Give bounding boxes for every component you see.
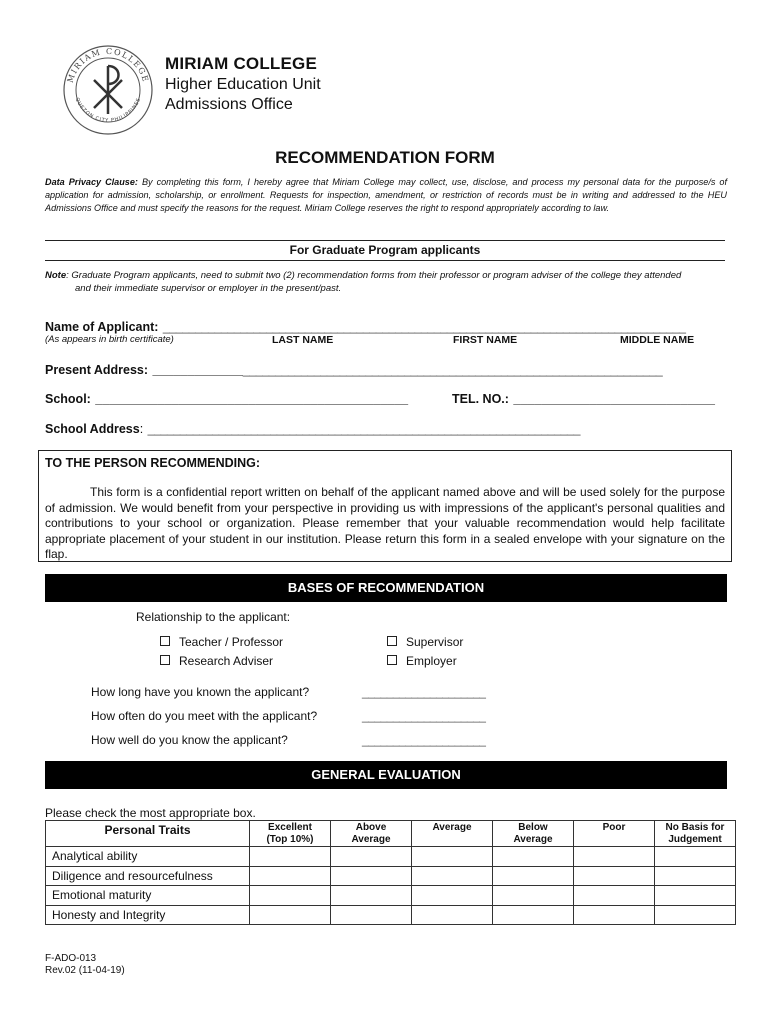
tel-row	[452, 390, 715, 408]
checkbox-icon[interactable]	[387, 636, 397, 646]
checkbox-icon[interactable]	[387, 655, 397, 665]
school-address-row	[45, 420, 580, 438]
seal-bottom-text: QUEZON CITY PHILIPPINES	[73, 96, 143, 124]
college-seal	[62, 44, 154, 136]
data-privacy-clause	[45, 176, 727, 215]
rating-cell[interactable]	[412, 886, 493, 906]
question-how-well: How well do you know the applicant?	[91, 733, 288, 747]
school-address-field[interactable]: ___________________________________________________________________	[147, 422, 580, 436]
trait-diligence: Diligence and resourcefulness	[46, 866, 250, 886]
table-row	[46, 905, 736, 925]
option-supervisor[interactable]	[387, 635, 463, 649]
school-field[interactable]: _____________________________________________	[95, 392, 409, 406]
graduate-program-header: For Graduate Program applicants	[45, 240, 725, 261]
note-line2: and their immediate supervisor or employer in the present/past.	[75, 283, 342, 294]
col-excellent: Excellent (Top 10%)	[250, 821, 331, 847]
note-label: Note	[45, 270, 67, 281]
option-teacher[interactable]	[160, 635, 283, 649]
recommending-text: This form is a confidential report written on behalf of the applicant named above and will be used solely for the purpose of admission. We would benefit from your perspective in providing us with impressions of the applicant's personal qualities and contributions to your school or organization. Please remember that your valuable recommendation would help facilitate appropriate placement of your student in our institution. Please return this form in a sealed envelope with your signature on the flap.	[45, 485, 725, 561]
school-address-colon: :	[139, 422, 144, 436]
rating-cell[interactable]	[655, 886, 736, 906]
rating-cell[interactable]	[655, 905, 736, 925]
table-row	[46, 866, 736, 886]
present-address-field[interactable]: _________________________________________________________________	[242, 363, 663, 377]
question-how-often: How often do you meet with the applicant?	[91, 709, 318, 723]
rating-cell[interactable]	[493, 886, 574, 906]
tel-field[interactable]: _____________________________	[513, 392, 716, 406]
rating-cell[interactable]	[574, 886, 655, 906]
school-address-label: School Address	[45, 422, 140, 436]
present-address-row	[45, 361, 662, 379]
form-code: F-ADO-013	[45, 953, 97, 964]
rating-cell[interactable]	[331, 866, 412, 886]
college-name: MIRIAM COLLEGE	[165, 54, 318, 73]
rating-cell[interactable]	[331, 847, 412, 867]
col-above-average: Above Average	[331, 821, 412, 847]
table-row	[46, 847, 736, 867]
form-title: RECOMMENDATION FORM	[275, 148, 495, 167]
recommending-title: TO THE PERSON RECOMMENDING:	[45, 456, 261, 470]
rating-cell[interactable]	[412, 847, 493, 867]
option-research-adviser[interactable]	[160, 654, 273, 668]
present-address-label: Present Address:	[45, 363, 149, 377]
question-how-long: How long have you known the applicant?	[91, 685, 310, 699]
privacy-text: By completing this form, I hereby agree that Miriam College may collect, use, disclose, and process my personal data for the purpose/s of application for admission, scholarship, or enrollment. Requests for inspection, amendment, or restriction of records must be in writing and addressed to the HEU Admissions Office and must specify the reasons for the request. Miriam College reserves the right to respond appropriately according to law.	[45, 177, 727, 213]
office-name: Admissions Office	[165, 96, 293, 113]
form-revision: Rev.02 (11-04-19)	[45, 965, 125, 976]
answer-how-often[interactable]: ____________________	[362, 709, 486, 723]
first-name-label: FIRST NAME	[453, 334, 518, 346]
school-label: School:	[45, 392, 91, 406]
checkbox-icon[interactable]	[160, 636, 170, 646]
note	[45, 269, 735, 295]
table-row	[46, 886, 736, 906]
answer-how-well[interactable]: ____________________	[362, 733, 486, 747]
col-below-average: Below Average	[493, 821, 574, 847]
option-teacher-label: Teacher / Professor	[179, 635, 284, 649]
rating-cell[interactable]	[493, 847, 574, 867]
middle-name-label: MIDDLE NAME	[620, 334, 695, 346]
rating-cell[interactable]	[250, 886, 331, 906]
name-hint: (As appears in birth certificate)	[45, 334, 174, 345]
present-address-field-start[interactable]: _____________	[152, 363, 243, 377]
trait-emotional: Emotional maturity	[46, 886, 250, 906]
col-average: Average	[412, 821, 493, 847]
rating-cell[interactable]	[250, 847, 331, 867]
rating-cell[interactable]	[331, 886, 412, 906]
school-row	[45, 390, 408, 408]
rating-cell[interactable]	[412, 905, 493, 925]
privacy-label: Data Privacy Clause:	[45, 177, 138, 187]
option-supervisor-label: Supervisor	[406, 635, 464, 649]
option-employer-label: Employer	[406, 654, 457, 668]
trait-honesty: Honesty and Integrity	[46, 905, 250, 925]
rating-cell[interactable]	[655, 866, 736, 886]
unit-name: Higher Education Unit	[165, 76, 321, 93]
last-name-label: LAST NAME	[272, 334, 334, 346]
option-research-adviser-label: Research Adviser	[179, 654, 274, 668]
rating-cell[interactable]	[250, 866, 331, 886]
name-label: Name of Applicant:	[45, 320, 159, 334]
evaluation-instruction: Please check the most appropriate box.	[45, 806, 256, 820]
col-no-basis: No Basis for Judgement	[655, 821, 736, 847]
name-field[interactable]: _________________________________________________________________________________	[162, 320, 686, 334]
form-footer	[45, 953, 125, 977]
checkbox-icon[interactable]	[160, 655, 170, 665]
note-line1: : Graduate Program applicants, need to submit two (2) recommendation forms from their professor or program adviser of the college they attended	[66, 270, 682, 281]
evaluation-table	[45, 820, 736, 925]
bases-header: BASES OF RECOMMENDATION	[45, 574, 727, 602]
col-personal-traits: Personal Traits	[46, 821, 250, 847]
col-poor: Poor	[574, 821, 655, 847]
relationship-label: Relationship to the applicant:	[136, 610, 291, 624]
rating-cell[interactable]	[493, 905, 574, 925]
rating-cell[interactable]	[655, 847, 736, 867]
trait-analytical: Analytical ability	[46, 847, 250, 867]
rating-cell[interactable]	[331, 905, 412, 925]
recommending-body	[45, 485, 725, 563]
general-evaluation-header: GENERAL EVALUATION	[45, 761, 727, 789]
rating-cell[interactable]	[493, 866, 574, 886]
rating-cell[interactable]	[574, 905, 655, 925]
rating-cell[interactable]	[250, 905, 331, 925]
seal-text: MIRIAM COLLEGE	[65, 46, 151, 84]
rating-cell[interactable]	[574, 847, 655, 867]
tel-label: TEL. NO.:	[452, 392, 509, 406]
option-employer[interactable]	[387, 654, 457, 668]
rating-cell[interactable]	[412, 866, 493, 886]
rating-cell[interactable]	[574, 866, 655, 886]
answer-how-long[interactable]: ____________________	[362, 685, 486, 699]
